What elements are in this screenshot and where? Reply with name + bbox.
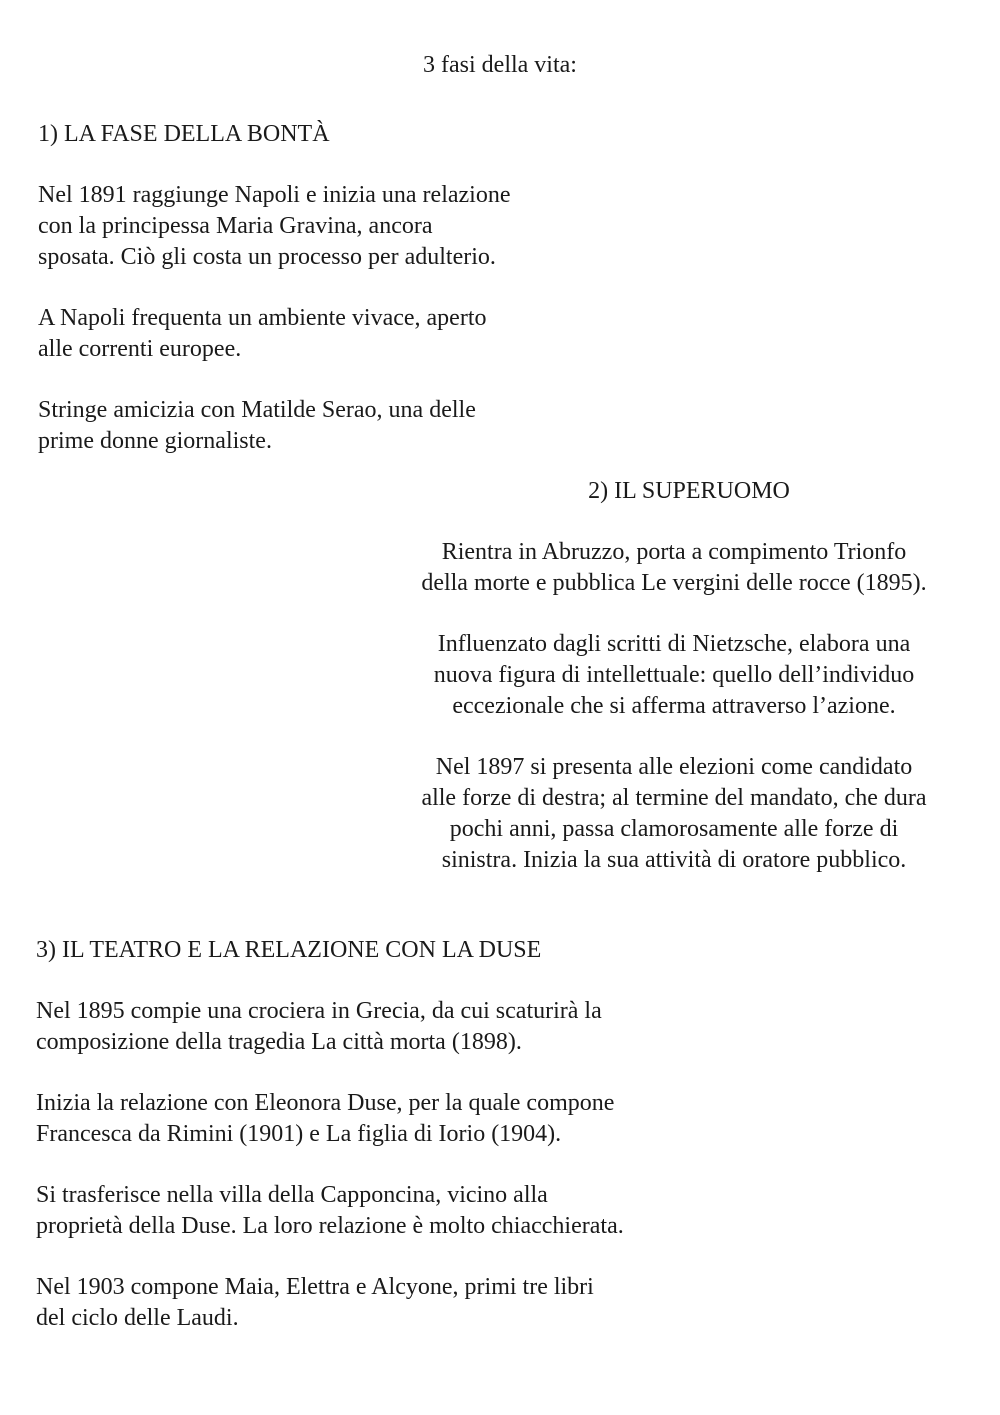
paragraph: Influenzato dagli scritti di Nietzsche, elabora una nuova figura di intellettuale: quello dell’individuo eccezionale che si afferma attraverso l’azione. — [433, 631, 915, 719]
paragraph: Nel 1891 raggiunge Napoli e inizia una relazione con la principessa Maria Gravina, ancora sposata. Ciò gli costa un processo per adulterio. — [38, 182, 511, 270]
paragraph: Nel 1895 compie una crociera in Grecia, da cui scaturirà la composizione della tragedia La città morta (1898). — [36, 998, 602, 1055]
section-heading: 1) LA FASE DELLA BONTÀ — [38, 121, 330, 147]
section-heading: 2) IL SUPERUOMO — [588, 478, 790, 504]
paragraph: Si trasferisce nella villa della Capponcina, vicino alla proprietà della Duse. La loro relazione è molto chiacchierata. — [36, 1182, 624, 1239]
section-heading: 3) IL TEATRO E LA RELAZIONE CON LA DUSE — [36, 937, 542, 963]
paragraph: Inizia la relazione con Eleonora Duse, per la quale compone Francesca da Rimini (1901) e La figlia di Iorio (1904). — [36, 1090, 615, 1147]
paragraph: Stringe amicizia con Matilde Serao, una delle prime donne giornaliste. — [38, 397, 476, 454]
paragraph: Nel 1903 compone Maia, Elettra e Alcyone, primi tre libri del ciclo delle Laudi. — [36, 1274, 594, 1331]
paragraph: Nel 1897 si presenta alle elezioni come candidato alle forze di destra; al termine del mandato, che dura pochi anni, passa clamorosamente alle forze di sinistra. Inizia la sua attività di oratore pubblico. — [421, 754, 927, 873]
paragraph: Rientra in Abruzzo, porta a compimento Trionfo della morte e pubblica Le vergini delle rocce (1895). — [421, 539, 927, 596]
paragraph: A Napoli frequenta un ambiente vivace, aperto alle correnti europee. — [38, 305, 487, 362]
section-teatro-duse — [36, 935, 736, 1334]
section-fase-della-bonta — [38, 119, 598, 457]
page-title: 3 fasi della vita: — [423, 52, 577, 78]
section-superuomo — [388, 476, 960, 876]
